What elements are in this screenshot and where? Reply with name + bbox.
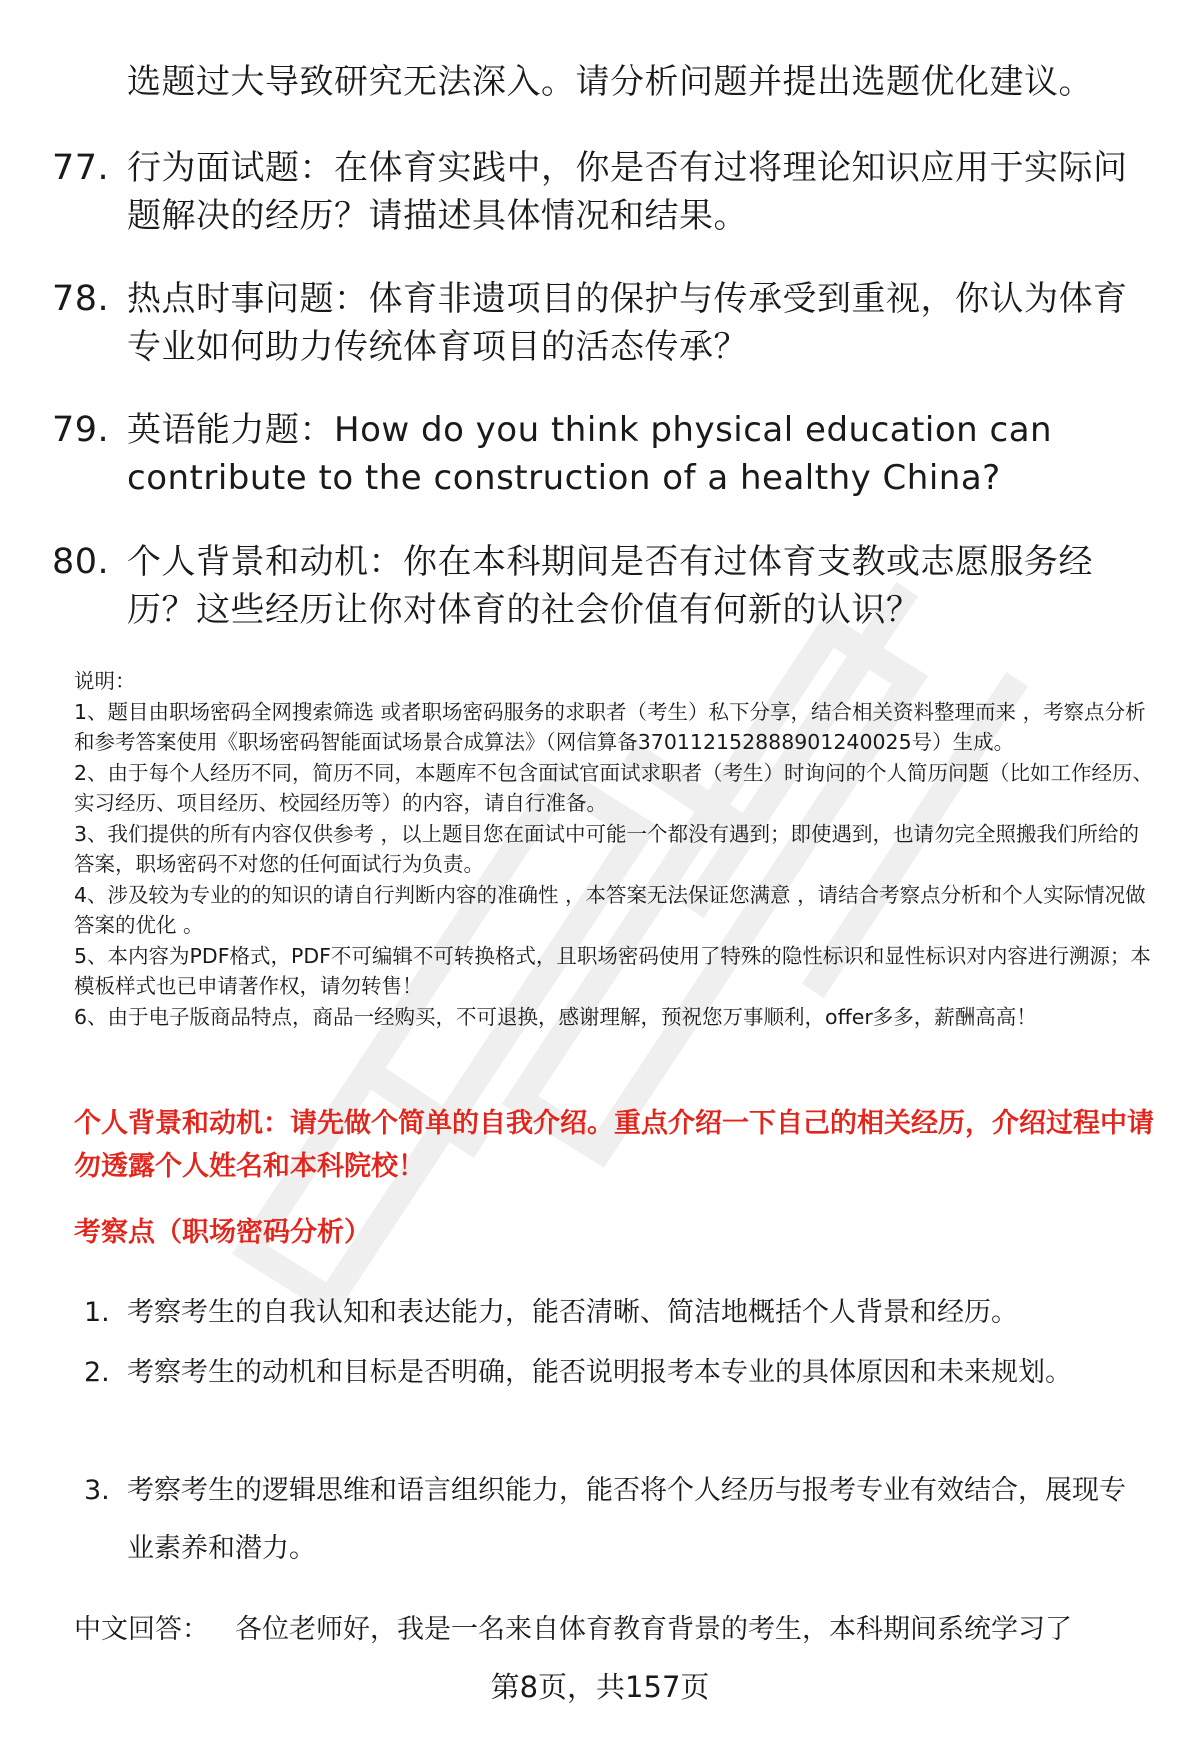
- notes-item: 6、由于电子版商品特点，商品一经购买，不可退换，感谢理解，预祝您万事顺利，offer多多，薪酬高高！: [74, 1004, 1037, 1029]
- question-text: 英语能力题：How do you think physical education can contribute to the construction of a healthy China?: [127, 410, 1053, 498]
- notes-title: 说明：: [74, 669, 136, 693]
- question-number: 80.: [52, 542, 110, 582]
- question-text: 个人背景和动机：你在本科期间是否有过体育支教或志愿服务经历？这些经历让你对体育的社会价值有何新的认识？: [127, 542, 1093, 630]
- question-number: 77.: [52, 148, 110, 188]
- answer-label: 中文回答：: [74, 1614, 209, 1645]
- notes-item: 5、本内容为PDF格式，PDF不可编辑不可转换格式，且职场密码使用了特殊的隐性标识和显性标识对内容进行溯源；本模板样式也已申请著作权，请勿转售！: [74, 943, 1151, 998]
- notes-item: 2、由于每个人经历不同，简历不同，本题库不包含面试官面试求职者（考生）时询问的个人简历问题（比如工作经历、实习经历、项目经历、校园经历等）的内容，请自行准备。: [74, 760, 1154, 815]
- point-number: 1.: [84, 1297, 110, 1328]
- question-number: 78.: [52, 279, 110, 319]
- question-number: 79.: [52, 410, 110, 450]
- notes-item: 4、涉及较为专业的的知识的请自行判断内容的准确性 ，本答案无法保证您满意 ，请结合考察点分析和个人实际情况做答案的优化 。: [74, 882, 1146, 937]
- disclaimer-notes: [74, 666, 1159, 1032]
- page-indicator: 第8页，共157页: [490, 1670, 710, 1704]
- point-number: 3.: [84, 1475, 110, 1506]
- point-text: 考察考生的自我认知和表达能力，能否清晰、简洁地概括个人背景和经历。: [127, 1297, 1018, 1328]
- point-number: 2.: [84, 1357, 110, 1388]
- question-text: 选题过大导致研究无法深入。请分析问题并提出选题优化建议。: [127, 62, 1093, 102]
- question-text: 热点时事问题：体育非遗项目的保护与传承受到重视，你认为体育专业如何助力传统体育项目的活态传承？: [127, 279, 1128, 367]
- chinese-answer: [74, 1610, 1164, 1650]
- point-text: 考察考生的逻辑思维和语言组织能力，能否将个人经历与报考专业有效结合，展现专业素养和潜力。: [127, 1475, 1126, 1564]
- section-question-heading: 个人背景和动机：请先做个简单的自我介绍。重点介绍一下自己的相关经历，介绍过程中请勿透露个人姓名和本科院校！: [74, 1108, 1154, 1182]
- answer-text: 各位老师好，我是一名来自体育教育背景的考生，本科期间系统学习了: [235, 1614, 1072, 1645]
- assessment-points-title: 考察点（职场密码分析）: [74, 1217, 371, 1248]
- point-text: 考察考生的动机和目标是否明确，能否说明报考本专业的具体原因和未来规划。: [127, 1357, 1072, 1388]
- notes-item: 1、题目由职场密码全网搜索筛选 或者职场密码服务的求职者（考生）私下分享，结合相关资料整理而来 ，考察点分析和参考答案使用《职场密码智能面试场景合成算法》（网信算备370112152888901240025号）生成。: [74, 699, 1146, 754]
- notes-item: 3、我们提供的所有内容仅供参考 ，以上题目您在面试中可能一个都没有遇到；即使遇到，也请勿完全照搬我们所给的答案，职场密码不对您的任何面试行为负责。: [74, 821, 1140, 876]
- question-text: 行为面试题：在体育实践中，你是否有过将理论知识应用于实际问题解决的经历？请描述具体情况和结果。: [127, 148, 1128, 236]
